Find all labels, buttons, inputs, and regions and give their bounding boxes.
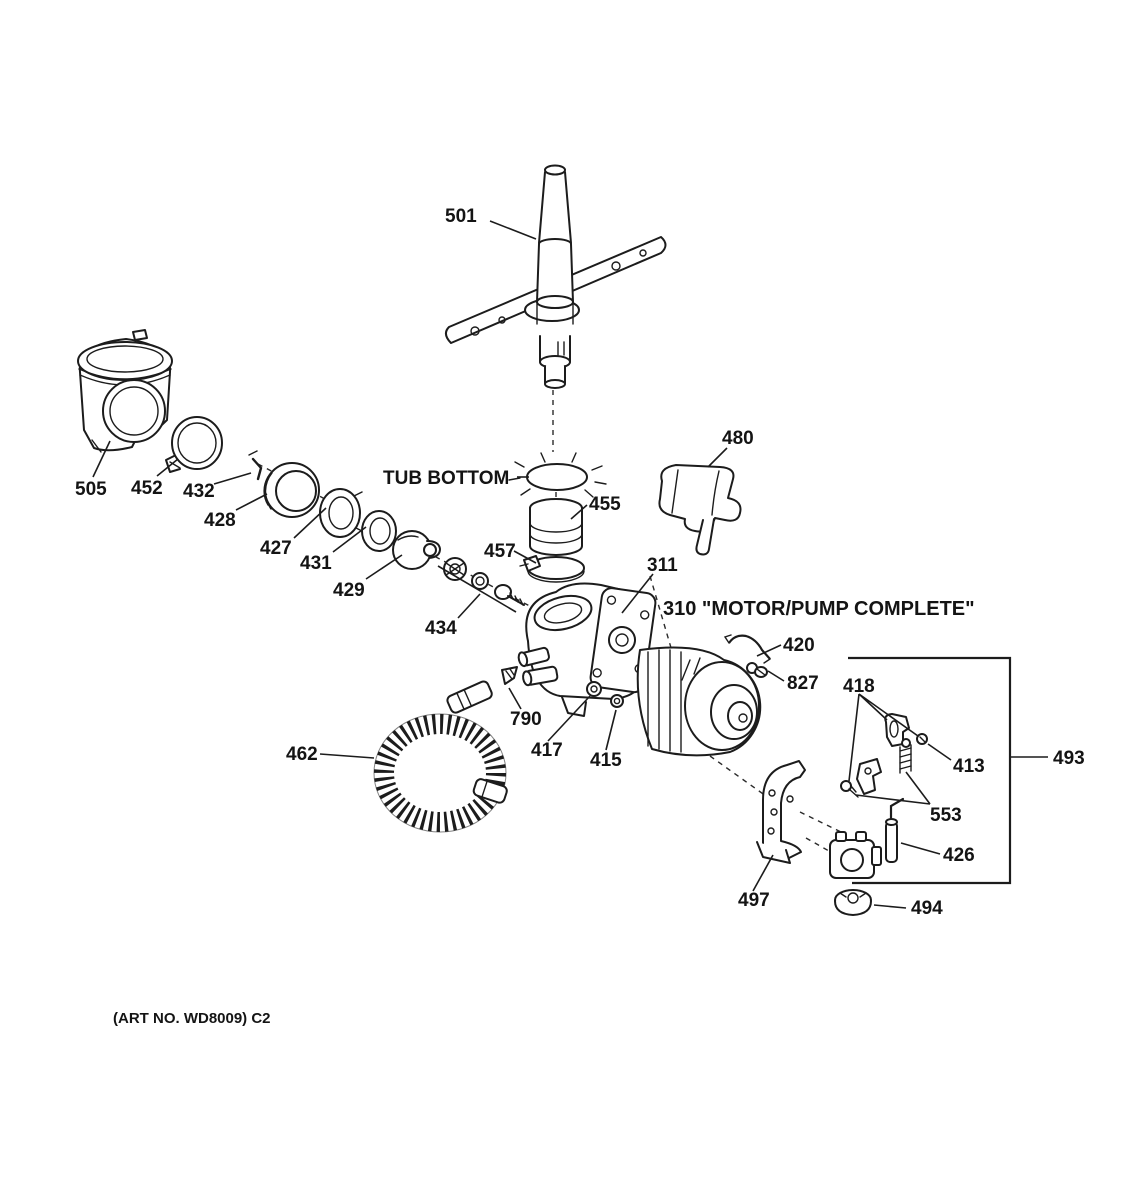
part-label-827: 827 [787,673,819,694]
solenoid-block [830,832,881,878]
clip-790 [502,667,517,684]
spray-arm-assembly [446,166,666,389]
deflector-bracket-480 [659,465,740,554]
part-label-452: 452 [131,478,163,499]
hardware-kit-418 [841,714,927,797]
part-label-417: 417 [531,740,563,761]
motor [638,648,761,756]
seal-ring-431 [362,511,396,551]
part-label-455: 455 [589,494,621,515]
part-label-426: 426 [943,845,975,866]
part-label-420: 420 [783,635,815,656]
art-number-note: (ART NO. WD8009) C2 [113,1010,271,1027]
part-label-415: 415 [590,750,622,771]
part-label-427: 427 [260,538,292,559]
part-label-431: 431 [300,553,332,574]
part-label-790: 790 [510,709,542,730]
hose-clamp-452 [166,417,222,472]
part-label-501: 501 [445,206,477,227]
part-label-428: 428 [204,510,236,531]
spring-553 [900,739,911,773]
part-label-497: 497 [738,890,770,911]
tub-bottom-label: TUB BOTTOM [383,468,510,489]
pump-inlet-gasket [530,499,582,555]
fastener-kit-434 [438,558,524,612]
drain-hose [374,680,508,832]
part-label-413: 413 [953,756,985,777]
part-label-494: 494 [911,898,943,919]
pump-housing [517,584,656,716]
pin-426 [886,799,903,862]
part-label-505: 505 [75,479,107,500]
part-label-432: 432 [183,481,215,502]
grommet-494 [835,890,871,915]
part-label-311: 311 [647,555,678,576]
part-label-418: 418 [843,676,875,697]
sleeve-429 [393,531,440,569]
tub-bottom-opening [509,453,606,497]
nut-417 [587,682,601,696]
lock-ring-427 [320,489,364,537]
part-label-457: 457 [484,541,516,562]
retainer-pin-432 [249,451,261,479]
part-label-434: 434 [425,618,457,639]
inlet-housing-505 [78,330,172,452]
part-label-429: 429 [333,580,365,601]
part-label-462: 462 [286,744,318,765]
motor-pump-complete-label: 310 "MOTOR/PUMP COMPLETE" [663,598,975,620]
part-label-553: 553 [930,805,962,826]
part-label-480: 480 [722,428,754,449]
nut-415 [611,695,623,707]
ground-wire-420 [725,635,770,663]
impeller-seal-428 [264,463,319,517]
mounting-bracket-497 [757,761,805,863]
screw-827 [747,663,767,677]
part-label-493: 493 [1053,748,1085,769]
